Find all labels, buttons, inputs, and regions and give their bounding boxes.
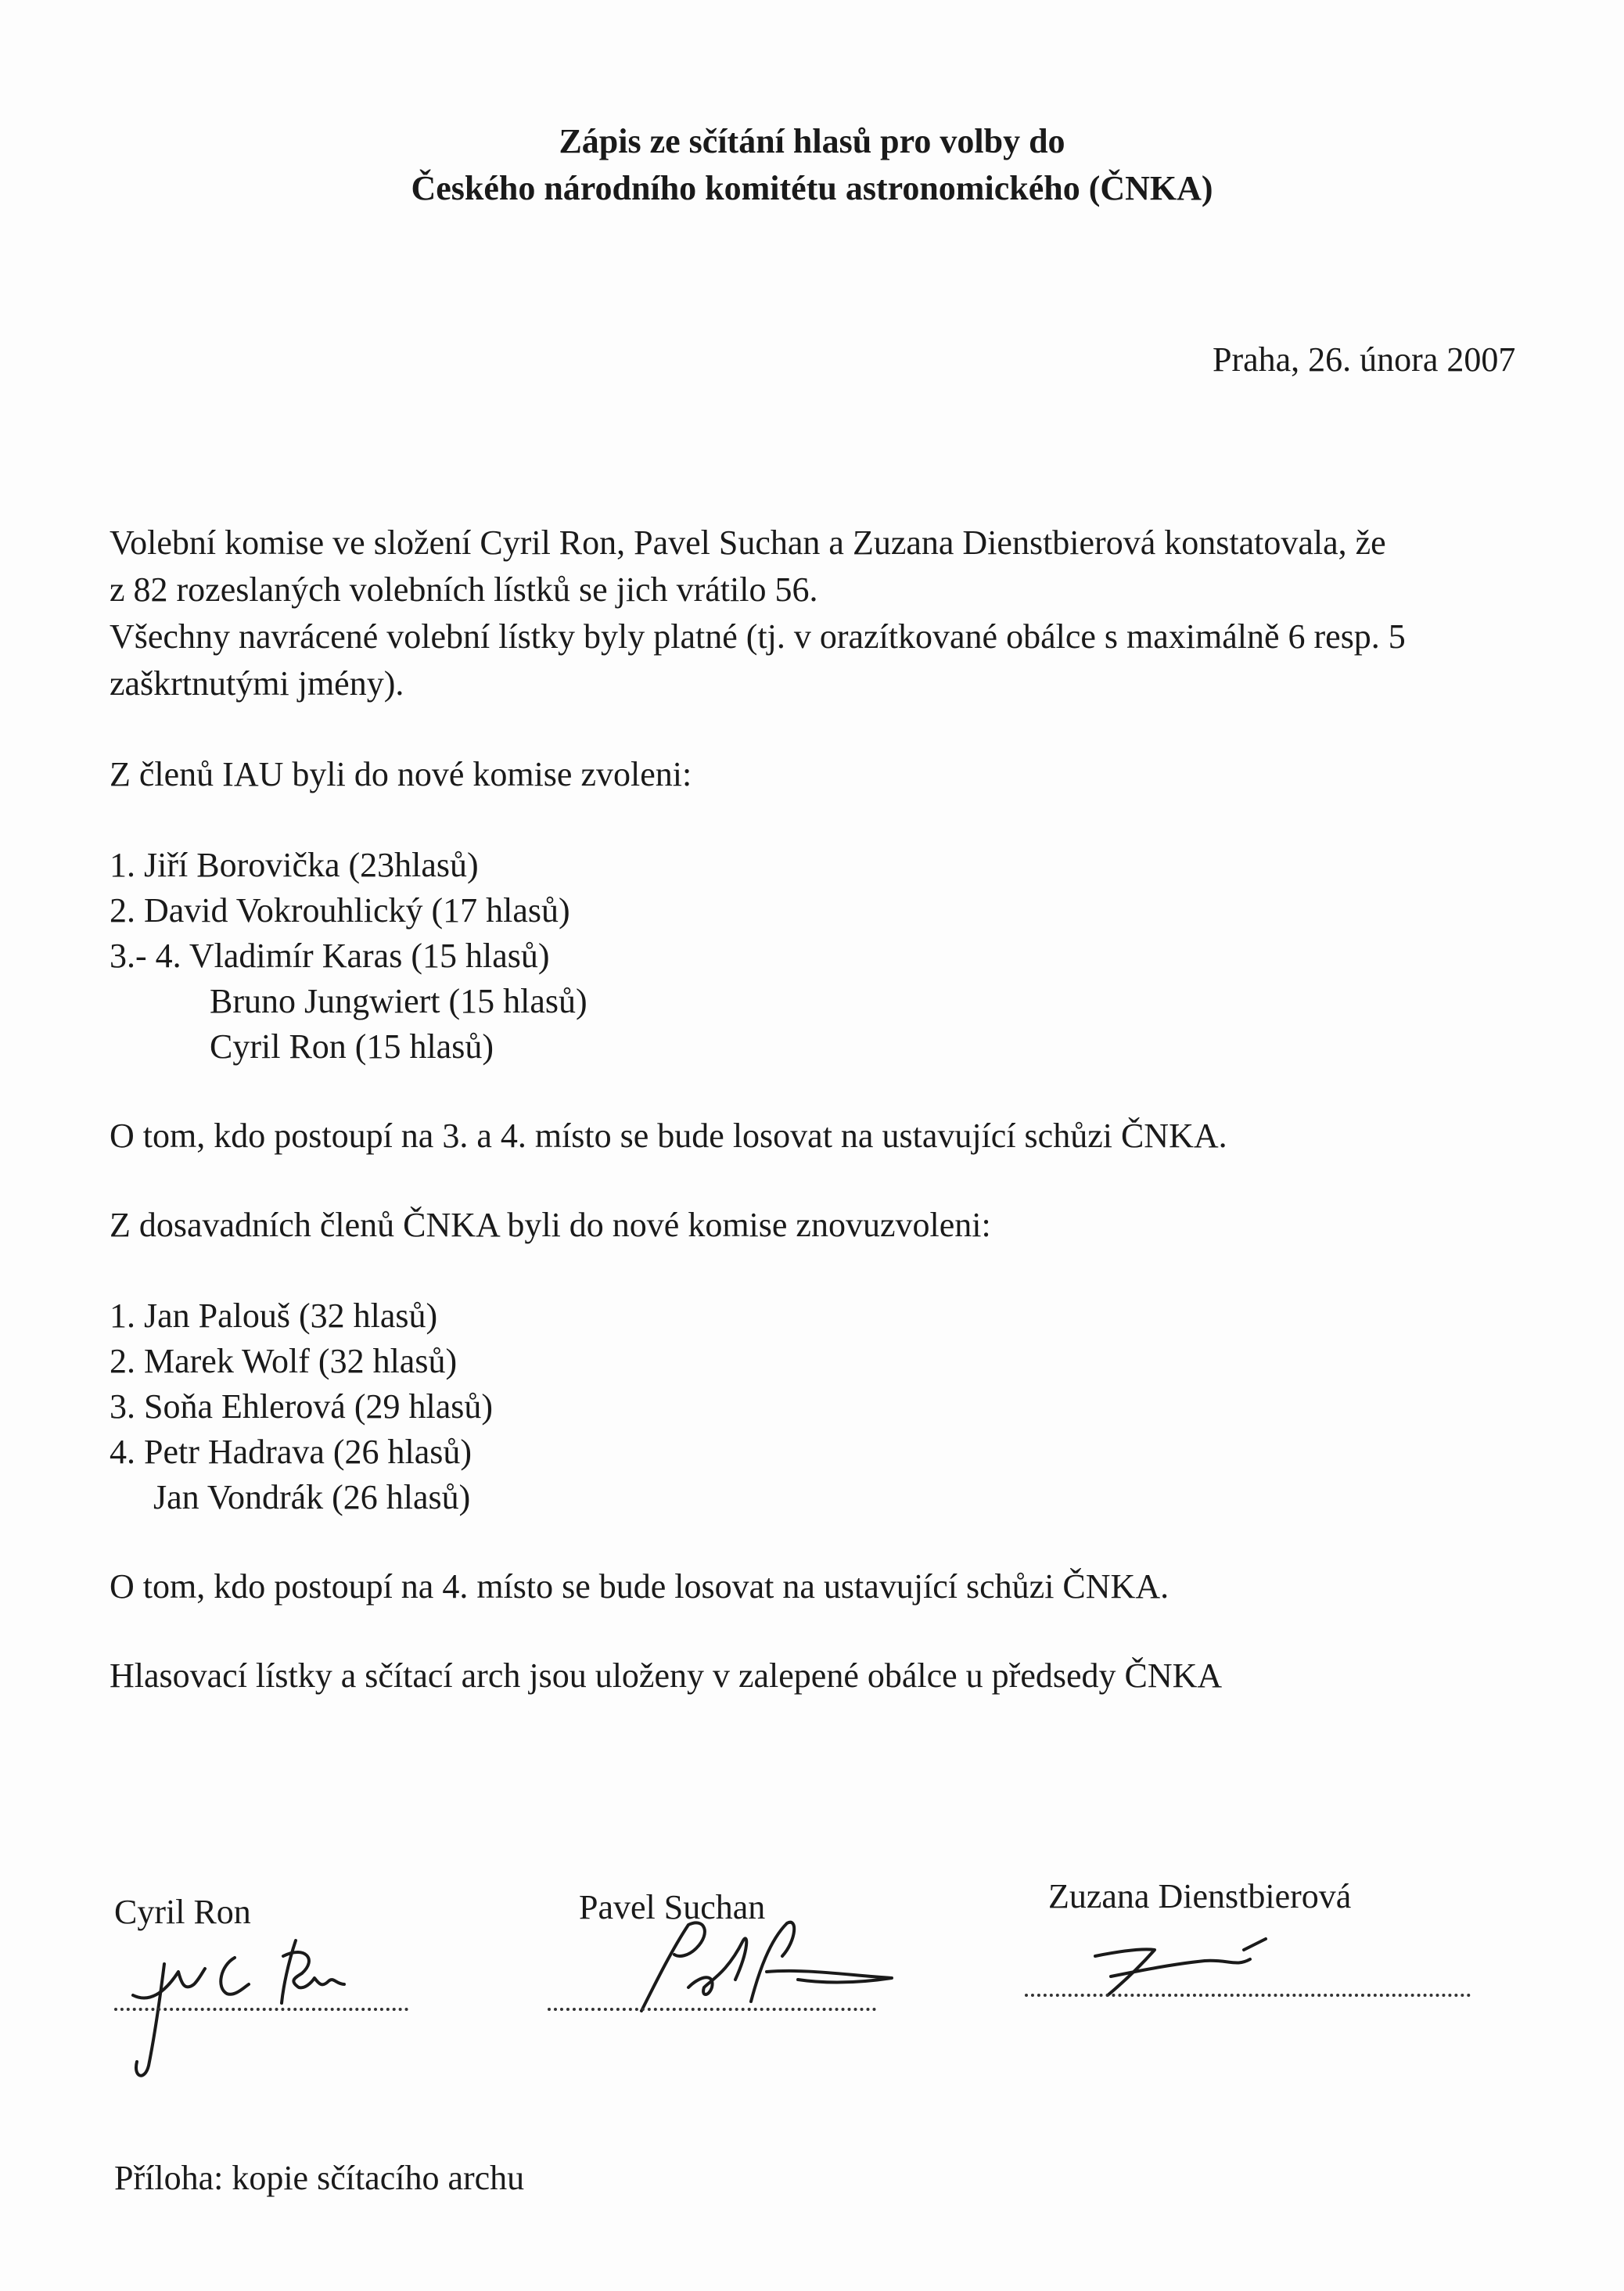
storage-note: Hlasovací lístky a sčítací arch jsou uloženy v zalepené obálce u předsedy ČNKA (110, 1656, 1223, 1695)
document-title-line-2: Českého národního komitétu astronomického (ČNKA) (411, 169, 1213, 207)
intro-line-3: Všechny navrácené volební lístky byly platné (tj. v orazítkované obálce s maximálně 6 resp. 5 (110, 617, 1406, 656)
signature-pavel-suchan (548, 1909, 907, 2019)
iau-list-item: Cyril Ron (15 hlasů) (210, 1027, 494, 1066)
cnka-list-item: Jan Vondrák (26 hlasů) (153, 1478, 471, 1516)
intro-line-4: zaškrtnutými jmény). (110, 664, 404, 703)
signature-cyril-ron (117, 1909, 415, 2081)
iau-draw-note: O tom, kdo postoupí na 3. a 4. místo se bude losovat na ustavující schůzi ČNKA. (110, 1117, 1227, 1155)
attachment-note: Příloha: kopie sčítacího archu (114, 2159, 525, 2197)
signatory-name-1: Cyril Ron (114, 1893, 251, 1931)
signature-zuzana-dienstbierova (1080, 1933, 1299, 2011)
intro-line-2: z 82 rozeslaných volebních lístků se jich vrátilo 56. (110, 570, 818, 609)
signatory-name-2: Pavel Suchan (579, 1888, 766, 1926)
iau-list-item: 2. David Vokrouhlický (17 hlasů) (110, 891, 570, 930)
iau-list-item: 3.- 4. Vladimír Karas (15 hlasů) (110, 937, 550, 975)
cnka-list-item: 1. Jan Palouš (32 hlasů) (110, 1297, 438, 1335)
intro-line-1: Volební komise ve složení Cyril Ron, Pavel Suchan a Zuzana Dienstbierová konstatovala, že (110, 523, 1386, 562)
iau-list-item: 1. Jiří Borovička (23hlasů) (110, 846, 479, 884)
cnka-heading: Z dosavadních členů ČNKA byli do nové komise znovuzvoleni: (110, 1206, 991, 1244)
signature-line-3 (1025, 1994, 1471, 1997)
signatory-name-3: Zuzana Dienstbierová (1048, 1877, 1352, 1915)
signature-line-1 (114, 2008, 408, 2011)
document-date: Praha, 26. února 2007 (1213, 340, 1516, 379)
iau-heading: Z členů IAU byli do nové komise zvoleni: (110, 755, 692, 793)
document-title-line-1: Zápis ze sčítání hlasů pro volby do (559, 122, 1065, 160)
cnka-list-item: 2. Marek Wolf (32 hlasů) (110, 1342, 458, 1380)
cnka-draw-note: O tom, kdo postoupí na 4. místo se bude losovat na ustavující schůzi ČNKA. (110, 1567, 1169, 1606)
cnka-list-item: 3. Soňa Ehlerová (29 hlasů) (110, 1387, 493, 1426)
signature-line-2 (548, 2008, 876, 2011)
iau-list-item: Bruno Jungwiert (15 hlasů) (210, 982, 587, 1020)
cnka-list-item: 4. Petr Hadrava (26 hlasů) (110, 1433, 472, 1471)
